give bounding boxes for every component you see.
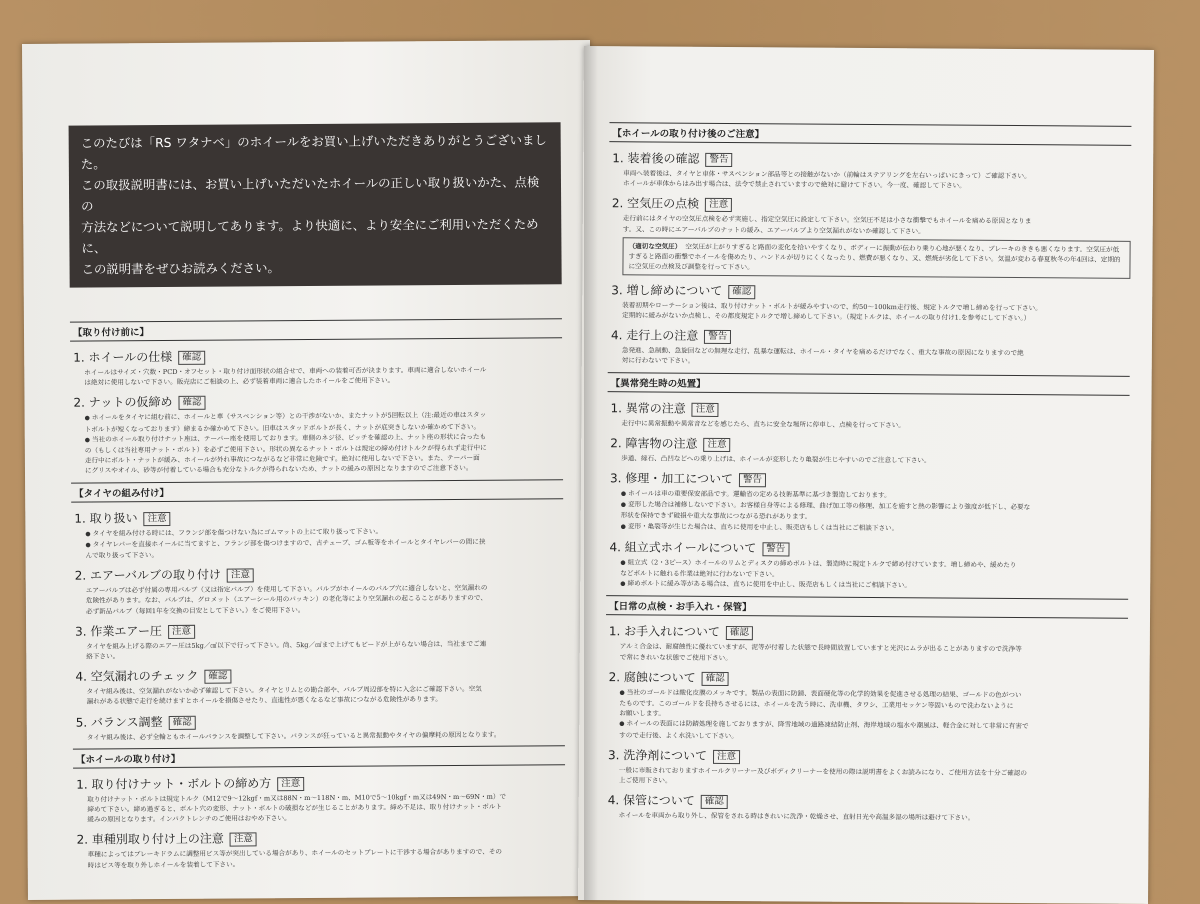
note-box-line: さい。気温が変わる春夏秋冬の年4回は、定期的に空気圧の点検及び調整を行って下さい。 xyxy=(628,254,1121,272)
note-box-line: 空気圧が上がりすぎると路面の変化を拾いやすくなり、ボディーに振動が伝わり乗り心地が悪くなり、ブレーキのき xyxy=(685,242,1028,253)
item-title xyxy=(73,710,565,730)
body-line: の（もしくは当社専用ナット・ボルト）を必ずご使用下さい。形状の異なるナット・ボルトは規定の締め付けトルクが得られず走行中に xyxy=(84,443,487,455)
instruction-item xyxy=(70,345,562,388)
instruction-item xyxy=(609,149,1131,192)
instruction-item xyxy=(73,710,565,743)
item-body xyxy=(605,810,1127,824)
section-heading: 【異常発生時の処置】 xyxy=(608,372,1130,396)
item-body xyxy=(608,345,1130,369)
instruction-item xyxy=(605,746,1127,789)
item-title xyxy=(609,195,1131,216)
item-body xyxy=(71,525,563,561)
body-line: 走行中に異常振動や異常音などを感じたら、直ちに安全な場所に停車し、点検を行って下さい。 xyxy=(621,418,905,429)
item-body xyxy=(607,453,1129,467)
body-line: エアーバルブは必ず付属の専用バルブ（又は指定バルブ）を使用して下さい。バルブがホイールのバルブ穴に適合しないと、空気漏れの xyxy=(85,583,488,595)
caution-tag: 確認 xyxy=(701,795,728,809)
body-line: 上ご使用下さい。 xyxy=(618,776,672,785)
intro-line: この説明書をぜひお読みください。 xyxy=(81,260,280,277)
item-body xyxy=(73,729,565,743)
body-line: アルミ合金は、耐腐蝕性に優れていますが、泥等が付着した状態で長時間放置していますと光沢にムラが出ることがありますので洗浄等 xyxy=(619,642,1022,654)
right-page-content xyxy=(605,116,1132,830)
item-title-text: 4. 組立式ホイールについて xyxy=(609,540,757,556)
item-title-text: 4. 保管について xyxy=(607,793,695,809)
item-body xyxy=(607,488,1129,535)
instruction-item xyxy=(72,619,564,662)
bullet-line: ● ホイールは車の重要保安部品です。運輸省の定める技術基準に基づき製造しております。 xyxy=(621,488,1129,503)
item-title-text: 2. 空気圧の点検 xyxy=(611,196,700,212)
bullet-line: ● ホイールの表面には防錆処理を施しておりますが、降雪地域の道路凍結防止剤、海岸地域の塩水や潮風は、軽合金に対して非常に有害で xyxy=(619,719,1127,734)
body-line: 急発進、急制動、急旋回などの無理な走行、乱暴な運転は、ホイール・タイヤを痛めるだけでなく、重大な事故の原因になりますので絶 xyxy=(621,346,1024,358)
instruction-item xyxy=(608,281,1130,324)
item-title xyxy=(607,469,1129,490)
bullet-line: ● タイヤを組み付ける時には、フランジ部を傷つけない為にゴムマットの上にて取り扱って下さい。 xyxy=(85,525,563,540)
caution-tag: 注意 xyxy=(277,777,304,791)
item-title-text: 1. 装着後の確認 xyxy=(612,151,700,166)
item-title xyxy=(70,391,562,411)
item-title xyxy=(608,326,1130,347)
item-title xyxy=(72,664,564,684)
left-page xyxy=(22,40,596,900)
bullet-line: ● 当社のホイール取り付けナット座は、テーパー座を使用しております。車側のネジ径、ピッチを確認の上、ナット座の形状に合ったも xyxy=(85,431,563,446)
instruction-item xyxy=(72,563,564,616)
item-title-text: 4. 空気漏れのチェック xyxy=(75,669,199,684)
body-line: は絶対に使用しないで下さい。販売店にご相談の上、必ず装着車両に適合したホイールをご使用下さい。 xyxy=(84,376,395,387)
item-title-text: 1. 取り扱い xyxy=(74,510,138,526)
item-title-text: 3. 作業エアー圧 xyxy=(75,623,163,639)
caution-tag: 注意 xyxy=(705,198,732,212)
item-title-text: 1. 取り付けナット・ボルトの締め方 xyxy=(76,776,272,792)
body-line: タイヤ組み後は、必ず全輪ともホイールバランスを調整して下さい。バランスが狂っていると異常振動やタイヤの偏摩耗の原因となります。 xyxy=(86,730,501,742)
item-body xyxy=(609,214,1131,238)
body-line: タイヤを組み上げる際のエアー圧は5kg／㎠以下で行って下さい。尚、5kg／㎠まで上げてもビードが上がらない場合は、当社までご連 xyxy=(86,639,487,651)
item-title xyxy=(607,434,1129,455)
section-heading: 【ホイールの取り付け】 xyxy=(73,745,565,768)
item-title-text: 2. エアーバルブの取り付け xyxy=(74,567,222,583)
body-line: す。又、この時にエアーバルブのナットの緩み、エアーバルブより空気漏れがないか確認して下さい。 xyxy=(622,224,925,235)
item-title-text: 3. 増し締めについて xyxy=(611,283,723,298)
item-title xyxy=(70,345,562,365)
caution-tag: 確認 xyxy=(169,715,196,729)
item-title-text: 1. お手入れについて xyxy=(608,624,720,640)
caution-tag: 注意 xyxy=(168,625,195,639)
body-line: にグリスやオイル、砂等が付着している場合も充分なトルクが得られないため、ナットの緩みの原因となりますのでご注意下さい。 xyxy=(84,464,473,475)
body-line: 形状を保持できず破損や重大な事故につながる恐れがあります。 xyxy=(620,511,812,522)
item-body xyxy=(73,791,565,825)
item-title xyxy=(73,772,565,792)
caution-tag: 警告 xyxy=(705,153,732,167)
item-body xyxy=(72,683,564,707)
body-line: んで取り扱って下さい。 xyxy=(85,551,159,560)
intro-line: このたびは「RS ワタナベ」のホイールをお買い上げいただきありがとうございました。 xyxy=(80,132,547,172)
body-line: お願いします。 xyxy=(619,709,666,718)
item-title xyxy=(72,619,564,639)
item-title-text: 5. バランス調整 xyxy=(75,714,163,730)
intro-line: 方法などについて説明してあります。より快適に、より安全にご利用いただくために、 xyxy=(81,216,539,256)
note-box-label: （適切な空気圧） xyxy=(628,242,682,251)
item-title-text: 2. 障害物の注意 xyxy=(610,436,698,451)
item-title xyxy=(71,506,563,526)
body-line: 歩道、縁石、凸凹などへの乗り上げは、ホイールが変形したり亀裂が生じやすいのでご注意して下さい。 xyxy=(621,454,931,465)
instruction-item xyxy=(607,469,1129,535)
item-title-text: 1. ホイールの仕様 xyxy=(73,349,173,365)
body-line: タイヤ組み後は、空気漏れがないか必ず確認して下さい。タイヤとリムとの勘合部や、バルブ周辺部を特に入念にご確認下さい。空気 xyxy=(86,685,482,696)
instruction-item xyxy=(73,828,565,871)
item-title xyxy=(605,746,1127,767)
caution-tag: 確認 xyxy=(726,626,753,640)
section-heading: 【ホイールの取り付け後のご注意】 xyxy=(609,122,1131,146)
item-title xyxy=(605,791,1127,812)
body-line: たものです。このゴールドを長持ちさせるには、ホイールを洗う時に、洗車機、タワシ、工業用セッケン等固いもので洗わないように xyxy=(619,699,1014,711)
item-title-text: 3. 修理・加工について xyxy=(609,471,734,487)
left-sections xyxy=(70,318,566,870)
item-title-text: 2. 車種別取り付け上の注意 xyxy=(76,832,224,848)
section-heading: 【取り付け前に】 xyxy=(70,318,562,341)
item-title-text: 4. 走行上の注意 xyxy=(610,328,699,344)
item-body xyxy=(71,410,563,477)
body-line: 対に行わないで下さい。 xyxy=(621,356,695,366)
intro-box xyxy=(69,122,562,287)
item-body xyxy=(605,687,1127,744)
caution-tag: 確認 xyxy=(178,396,205,410)
item-title xyxy=(606,623,1128,644)
body-line: 締めて下さい。締め過ぎると、ボルト穴の変形、ナット・ボルトの破損などが生じることがあります。締め不足は、取り付けナット・ボルト xyxy=(87,802,502,814)
caution-tag: 確認 xyxy=(204,670,231,684)
item-title-text: 3. 洗浄剤について xyxy=(608,748,708,763)
instruction-item xyxy=(606,623,1128,666)
instruction-item xyxy=(71,506,563,561)
bullet-line: ● 組立式（2・3ピース）ホイールのリムとディスクの締めボルトは、製造時に規定トルクで締め付けています。増し締めや、緩めたり xyxy=(620,557,1128,572)
body-line: すので走行後、よく水洗いして下さい。 xyxy=(619,730,738,740)
instruction-item xyxy=(72,664,564,707)
item-body xyxy=(607,418,1129,432)
bullet-line: ● タイヤレバーを直接ホイールに当てますと、フランジ部を傷つけますので、古チューブ、ゴム板等をホイールとタイヤレバーの間に挟 xyxy=(85,536,563,551)
body-line: 緩みの原因となります。インパクトレンチのご使用はおやめ下さい。 xyxy=(87,814,291,824)
bullet-line: ● 変形・亀裂等が生じた場合は、直ちに使用を中止し、販売店もしくは当社にご相談下さい。 xyxy=(621,521,1129,536)
instruction-item xyxy=(607,434,1129,467)
item-title xyxy=(606,668,1128,689)
caution-tag: 注意 xyxy=(227,569,254,583)
caution-tag: 警告 xyxy=(704,330,731,344)
body-line: 定期的に緩みがないか点検し、その都度規定トルクで増し締めして下さい。（規定トルクは、ホイールの取り付け1.を参考にして下さい。） xyxy=(622,311,1031,323)
item-title xyxy=(606,538,1128,559)
item-body xyxy=(608,300,1130,324)
item-title xyxy=(607,399,1129,420)
body-line: ホイールを車両から取り外し、保管をされる時はきれいに洗浄・乾燥させ、直射日光や高温多湿の場所は避けて下さい。 xyxy=(618,811,975,823)
body-line: 絡下さい。 xyxy=(86,652,120,661)
right-sections xyxy=(605,122,1132,824)
section-heading: 【タイヤの組み付け】 xyxy=(71,479,563,502)
bullet-line: ● 変形した場合は補修しないで下さい。お客様自身等による修理、曲げ加工等の修理、加工を施すと熱の影響により強度が低下し、必要な xyxy=(621,500,1129,515)
instruction-item xyxy=(605,668,1127,744)
caution-tag: 注意 xyxy=(713,750,740,764)
item-title-text: 2. ナットの仮締め xyxy=(73,395,173,411)
body-line: ホイールが車体からはみ出す場合は、法令で禁止されていますので絶対に避けて下さい。今一度、確認して下さい。 xyxy=(623,179,966,190)
instruction-item xyxy=(608,326,1130,369)
item-body xyxy=(70,364,562,388)
body-line: 危険性があります。なお、バルブは、グロメット（エアーシール用のパッキン）の老化等により空気漏れの起こることがありますので、 xyxy=(85,594,487,606)
intro-line: この取扱説明書には、お買い上げいただいたホイールの正しい取り扱いかた、点検の xyxy=(80,174,540,214)
caution-tag: 注意 xyxy=(703,438,730,452)
item-body xyxy=(609,168,1131,192)
item-title xyxy=(72,563,564,583)
body-line: 漏れがある状態で走行を続けますとホイールを損傷させたり、直進性が悪くなるなど事故につながる危険性があります。 xyxy=(86,695,442,707)
body-line: 装着初期やローテーション後は、取り付けナット・ボルトが緩みやすいので、約50〜100km走行後、規定トルクで増し締めを行って下さい。 xyxy=(622,301,1042,313)
bullet-line: ● 当社のゴールドは酸化皮膜のメッキです。製品の表面に防錆、表面硬化等の化学的効果を促進させる処理の結果、ゴールドの色がつい xyxy=(619,687,1127,702)
note-box-line: きも悪くなります。空気圧が低すぎると路面の衝撃でホイールを傷めたり、ハンドルが切りにくくなったり、燃費が悪くなり、又、燃焼が劣化して下 xyxy=(628,244,1120,263)
item-body xyxy=(72,638,564,662)
caution-tag: 確認 xyxy=(728,285,755,299)
instruction-item xyxy=(607,399,1129,432)
item-body xyxy=(606,557,1128,593)
instruction-item xyxy=(606,538,1128,593)
caution-tag: 確認 xyxy=(178,351,205,365)
instruction-item xyxy=(73,772,565,825)
note-box xyxy=(622,237,1130,279)
item-title xyxy=(609,149,1131,170)
body-line: 車種によってはブレーキドラムに調整用ビス等が突出している場合があり、ホイールのセットプレートに干渉する場合がありますので、その xyxy=(87,848,503,860)
item-body xyxy=(72,582,564,616)
item-title xyxy=(608,281,1130,302)
item-title xyxy=(73,828,565,848)
caution-tag: 確認 xyxy=(702,672,729,686)
caution-tag: 注意 xyxy=(692,402,719,416)
item-title-text: 1. 異常の注意 xyxy=(610,400,686,416)
body-line: 一般に市販されておりますホイールクリーナー及びボディクリーナーを使用の際は説明書をよくお読みになり、ご使用方法を十分ご確認の xyxy=(618,766,1027,777)
body-line: などボルトに触れる作業は絶対に行わないで下さい。 xyxy=(620,569,779,579)
body-line: 車両へ装着後は、タイヤと車体・サスペンション部品等との接触がないか（前輪はステアリングを左右いっぱいにきって）ご確認下さい。 xyxy=(623,169,1031,181)
right-page xyxy=(578,46,1154,904)
body-line: トボルトが短くなっております）締まるか確かめて下さい。旧車はスタッドボルトが長く、ナットが底突きしないか確かめて下さい。 xyxy=(84,422,481,434)
item-body xyxy=(606,642,1128,666)
body-line: ホイールはサイズ・穴数・PCD・オフセット・取り付け面形状の組合せで、車両への装着可否が決まります。車両に適合しないホイール xyxy=(84,365,487,377)
caution-tag: 警告 xyxy=(739,473,766,487)
instruction-item xyxy=(605,791,1127,824)
item-title-text: 2. 腐蝕について xyxy=(608,670,696,685)
instruction-item xyxy=(608,195,1131,279)
body-line: 時はビス等を取り外しホイールを装着して下さい。 xyxy=(87,860,240,870)
caution-tag: 注意 xyxy=(230,833,257,847)
item-body xyxy=(74,847,566,871)
body-line: 走行前にはタイヤの空気圧点検を必ず実施し、指定空気圧に設定して下さい。空気圧不足は小さな衝撃でもホイールを痛める原因となりま xyxy=(622,214,1032,226)
bullet-line: ● ホイールをタイヤに組む前に、ホイールと車（サスペンション等）との干渉がないか、またナットが5回転以上（注:最近の車はスタッ xyxy=(85,410,563,425)
item-body xyxy=(605,765,1127,789)
body-line: 取り付けナット・ボルトは規定トルク（M12で9〜12kgf・m又は88N・m〜118N・m、M10で5〜10kgf・m又は49N・m〜69N・m）で xyxy=(87,792,507,804)
section-heading: 【日常の点検・お手入れ・保管】 xyxy=(606,596,1128,620)
body-line: 必ず新品バルブ（毎回1年を交換の目安として下さい。）をご使用下さい。 xyxy=(85,605,305,616)
left-page-content xyxy=(69,122,566,876)
caution-tag: 注意 xyxy=(144,512,171,526)
instruction-item xyxy=(70,391,563,477)
body-line: 走行中にボルト・ナットが緩み、ホイールが外れ事故につながるなど非常に危険です。絶対に使用しないで下さい。また、テーパー面 xyxy=(84,454,480,465)
bullet-line: ● 締めボルトに緩み等がある場合は、直ちに使用を中止し、販売店もしくは当社にご相談下さい。 xyxy=(620,579,1128,594)
caution-tag: 警告 xyxy=(762,542,789,556)
body-line: で常にきれいな状態でご使用下さい。 xyxy=(619,652,732,662)
